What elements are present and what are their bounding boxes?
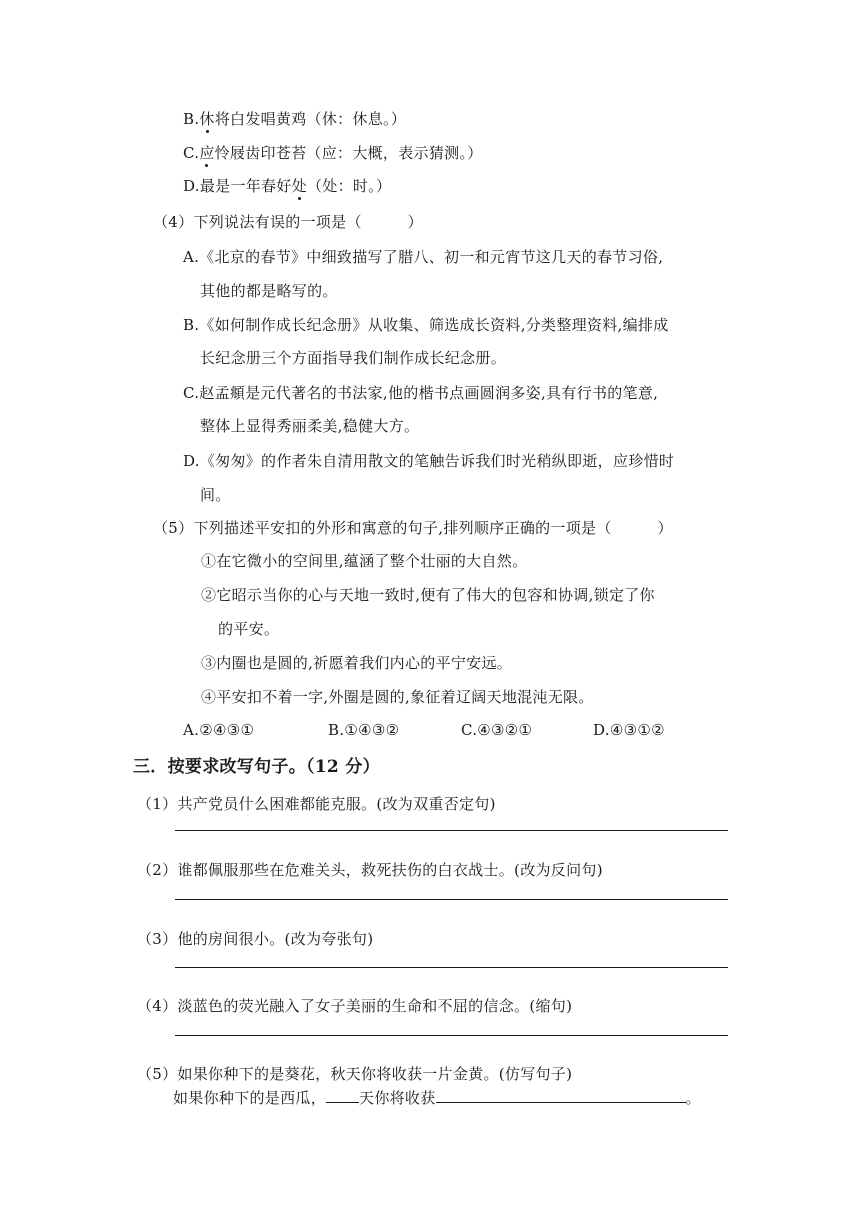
dotted-character: 处 [291, 177, 307, 195]
q5-sentence-1: ①在它微小的空间里,蕴涵了整个壮丽的大自然。 [201, 552, 528, 570]
rewrite-q2: （2）谁都佩服那些在危难关头，救死扶伤的白衣战士。(改为反问句) [137, 861, 603, 879]
q3-option-d [183, 176, 391, 196]
q5-sentence-2-line2: 的平安。 [218, 620, 280, 638]
q4-option-d-line2: 间。 [200, 486, 231, 504]
q5-option-c: C.④③②① [461, 721, 533, 739]
q5-option-d: D.④③①② [593, 721, 665, 739]
fill-text-middle: 天你将收获 [359, 1089, 436, 1107]
rewrite-q1-answer-line[interactable] [175, 830, 728, 831]
rewrite-q1: （1）共产党员什么困难都能克服。(改为双重否定句) [137, 795, 496, 813]
option-prefix: B. [183, 110, 200, 128]
option-text: 将白发唱黄鸡（休：休息。） [214, 110, 407, 128]
dotted-character: 休 [199, 110, 215, 128]
q4-option-a-line1: A.《北京的春节》中细致描写了腊八、初一和元宵节这几天的春节习俗, [183, 248, 664, 266]
fill-text-end: 。 [685, 1089, 701, 1107]
q4-option-d-line1: D.《匆匆》的作者朱自清用散文的笔触告诉我们时光稍纵即逝，应珍惜时 [183, 452, 675, 470]
q5-sentence-3: ③内圈也是圆的,祈愿着我们内心的平宁安远。 [201, 654, 513, 672]
section-heading: 三．按要求改写句子。（12 分） [133, 757, 380, 777]
rewrite-q3-answer-line[interactable] [175, 967, 728, 968]
rewrite-q4: （4）淡蓝色的荧光融入了女子美丽的生命和不屈的信念。(缩句) [137, 997, 573, 1015]
q4-option-c-line2: 整体上显得秀丽柔美,稳健大方。 [200, 417, 420, 435]
q4-option-c-line1: C.赵孟頫是元代著名的书法家,他的楷书点画圆润多姿,具有行书的笔意, [183, 384, 659, 402]
harvest-blank[interactable] [436, 1087, 686, 1103]
q3-option-b [183, 109, 406, 129]
dotted-character: 应 [199, 144, 215, 162]
rewrite-q4-answer-line[interactable] [175, 1035, 728, 1036]
option-text: （处：时。） [306, 177, 392, 195]
q5-answer-options [183, 720, 665, 740]
season-blank[interactable] [326, 1087, 359, 1103]
q4-option-b-line1: B.《如何制作成长纪念册》从收集、筛选成长资料,分类整理资料,编排成 [183, 316, 669, 334]
fill-text-start: 如果你种下的是西瓜， [173, 1089, 327, 1107]
rewrite-q5-fill-line [173, 1087, 701, 1108]
q5-sentence-2-line1: ②它昭示当你的心与天地一致时,便有了伟大的包容和协调,锁定了你 [201, 586, 655, 604]
option-prefix: D.最是一年春好 [183, 177, 292, 195]
q5-option-b: B.①④③② [328, 721, 400, 739]
rewrite-q5: （5）如果你种下的是葵花，秋天你将收获一片金黄。(仿写句子) [137, 1065, 573, 1083]
rewrite-q2-answer-line[interactable] [175, 899, 728, 900]
option-text: 怜屐齿印苍苔（应：大概，表示猜测。） [214, 144, 483, 162]
rewrite-q3: （3）他的房间很小。(改为夸张句) [137, 930, 374, 948]
q3-option-c [183, 143, 483, 163]
q5-option-a: A.②④③① [183, 721, 255, 739]
option-prefix: C. [183, 144, 200, 162]
q4-option-b-line2: 长纪念册三个方面指导我们制作成长纪念册。 [200, 349, 507, 367]
q4-option-a-line2: 其他的都是略写的。 [200, 282, 338, 300]
q4-stem: （4）下列说法有误的一项是（ ） [153, 213, 423, 231]
q5-sentence-4: ④平安扣不着一字,外圈是圆的,象征着辽阔天地混沌无限。 [201, 688, 594, 706]
q5-stem: （5）下列描述平安扣的外形和寓意的句子,排列顺序正确的一项是（ ） [153, 519, 673, 537]
